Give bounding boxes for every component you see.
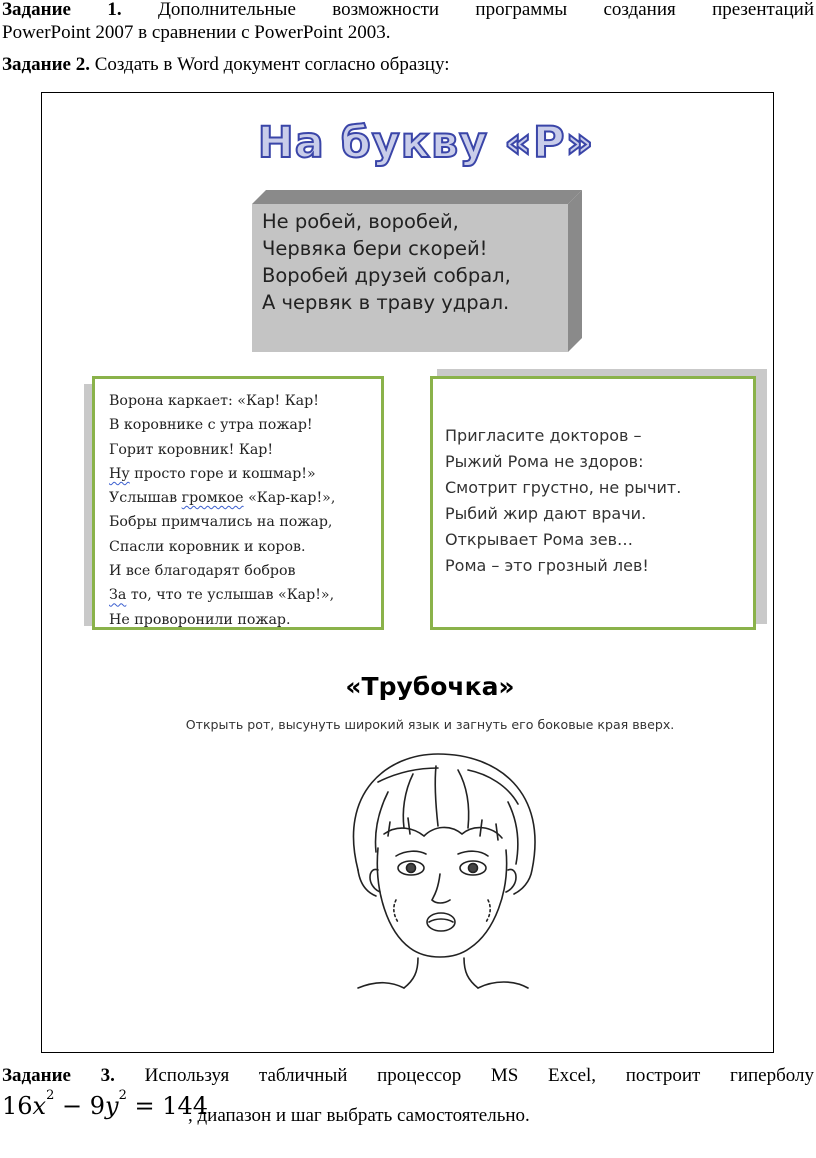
exercise-text: Открыть рот, высунуть широкий язык и загнуть его боковые края вверх.	[185, 717, 675, 732]
right-poem-line: Смотрит грустно, не рычит.	[445, 478, 682, 497]
box-front-face	[252, 204, 568, 352]
right-poem-line: Пригласите докторов –	[445, 426, 642, 445]
child-face-illustration	[318, 752, 558, 992]
left-poem-line: Услышав громкое «Кар-кар!»,	[109, 490, 336, 507]
task3-text: Используя табличный процессор MS Excel, построит гиперболу	[144, 1065, 815, 1086]
left-poem-line-rest: просто горе и кошмар!»	[129, 465, 316, 482]
eq-power: 2	[46, 1088, 55, 1103]
right-poem-line: Открывает Рома зев…	[445, 530, 634, 549]
right-poem-line: Рыжий Рома не здоров:	[445, 452, 644, 471]
task2-text: Создать в Word документ согласно образцу:	[94, 54, 450, 75]
sample-title: На букву «Р»	[257, 118, 595, 168]
eq-var-x: x	[32, 1092, 47, 1120]
box-poem-line: Не робей, воробей,	[262, 210, 459, 233]
box-top-face	[252, 190, 582, 204]
box-poem-line: А червяк в траву удрал.	[262, 291, 510, 314]
right-poem-line: Рома – это грозный лев!	[445, 556, 649, 575]
right-poem-line: Рыбий жир дают врачи.	[445, 504, 647, 523]
exercise-title: «Трубочка»	[345, 672, 515, 701]
task2-label: Задание 2.	[2, 54, 90, 75]
left-poem-line: Ну просто горе и кошмар!»	[109, 465, 316, 482]
task1-text: Дополнительные возможности программы создания презентаций	[157, 0, 814, 20]
task2	[2, 53, 814, 76]
left-poem-line: Бобры примчались на пожар,	[109, 514, 333, 531]
left-poem-line: И все благодарят бобров	[109, 563, 296, 580]
task1-line2: PowerPoint 2007 в сравнении с PowerPoint 2003.	[2, 22, 391, 43]
box-side-face	[568, 190, 582, 352]
eq-coef-a: 16	[2, 1092, 33, 1120]
left-poem-box	[92, 376, 384, 630]
box-poem-line: Червяка бери скорей!	[262, 237, 488, 260]
left-poem-line: За то, что те услышав «Кар!»,	[109, 587, 335, 604]
left-poem-line: Спасли коровник и коров.	[109, 538, 306, 555]
left-poem-line: Горит коровник! Кар!	[109, 441, 274, 458]
left-poem-line: Не проворонили пожар.	[109, 611, 291, 628]
poem-3d-box	[252, 190, 582, 352]
eq-rhs: = 144	[134, 1092, 209, 1120]
hyperbola-equation	[2, 1088, 209, 1120]
eq-var-y: y	[105, 1092, 119, 1120]
task1-label: Задание 1.	[2, 0, 122, 20]
right-poem-box	[430, 376, 756, 630]
eq-power: 2	[118, 1088, 127, 1103]
left-poem-line: Ворона каркает: «Кар! Кар!	[109, 393, 319, 409]
task3-label: Задание 3.	[2, 1065, 115, 1086]
box-poem-line: Воробей друзей собрал,	[262, 264, 511, 287]
left-poem-line: В коровнике с утра пожар!	[109, 417, 313, 434]
task3-text-end: , диапазон и шаг выбрать самостоятельно.	[188, 1105, 530, 1126]
eq-coef-b: − 9	[62, 1092, 106, 1120]
task1-line1	[2, 0, 814, 21]
task3	[2, 1064, 814, 1087]
